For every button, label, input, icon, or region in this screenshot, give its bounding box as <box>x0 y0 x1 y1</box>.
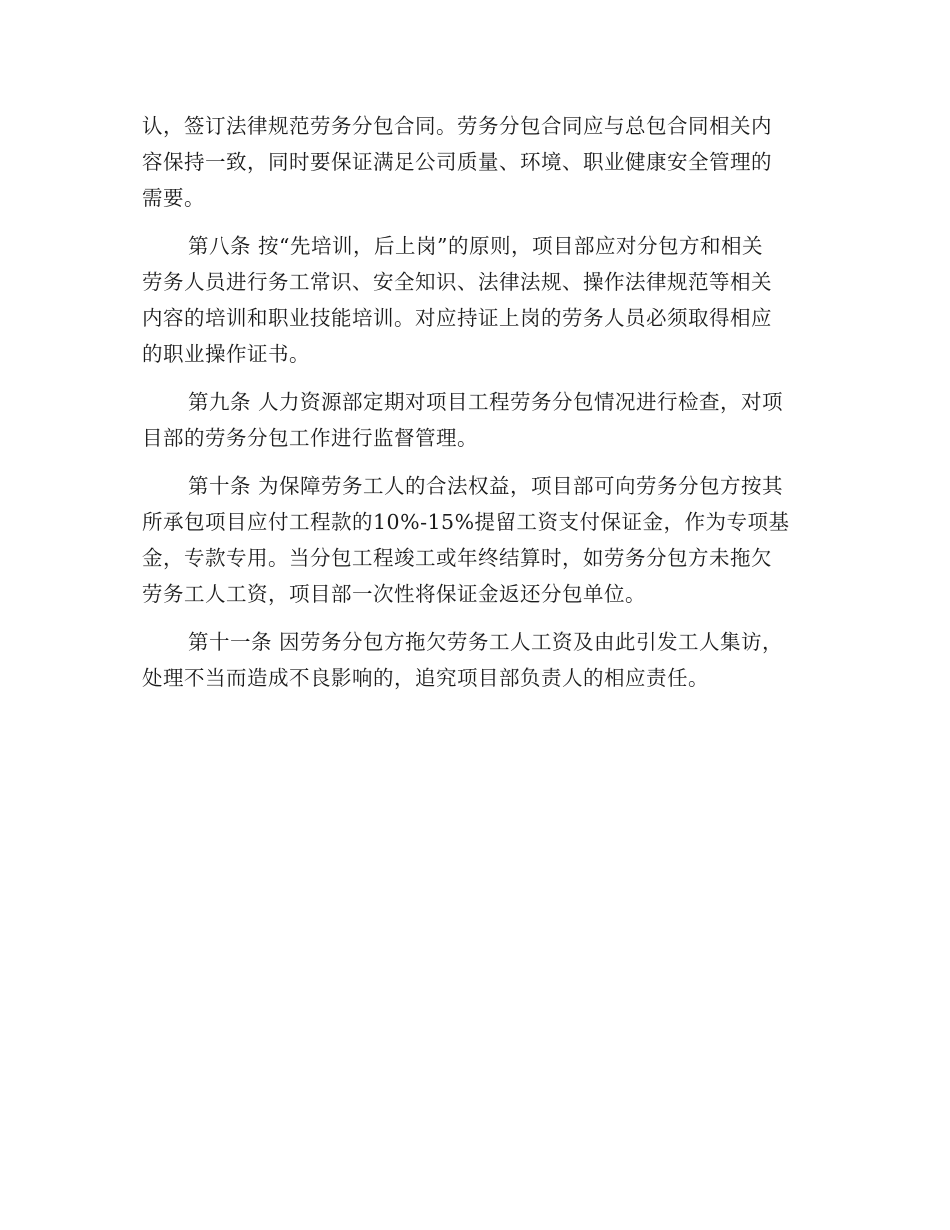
text-line: 认，签订法律规范劳务分包合同。劳务分包合同应与总包合同相关内 <box>142 114 772 138</box>
text-line: 第十一条 因劳务分包方拖欠劳务工人工资及由此引发工人集访， <box>188 630 784 654</box>
document-body <box>142 108 812 696</box>
text-line: 的职业操作证书。 <box>142 342 310 366</box>
paragraph-continuation <box>142 108 812 216</box>
text-line: 劳务工人工资，项目部一次性将保证金返还分包单位。 <box>142 582 646 606</box>
text-line: 处理不当而造成不良影响的，追究项目部负责人的相应责任。 <box>142 666 709 690</box>
text-line: 第十条 为保障劳务工人的合法权益，项目部可向劳务分包方按其 <box>188 474 784 498</box>
paragraph-article-10 <box>142 468 812 612</box>
text-line: 需要。 <box>142 186 205 210</box>
text-line: 劳务人员进行务工常识、安全知识、法律法规、操作法律规范等相关 <box>142 270 772 294</box>
text-line: 金，专款专用。当分包工程竣工或年终结算时，如劳务分包方未拖欠 <box>142 546 772 570</box>
text-line: 第八条 按“先培训，后上岗”的原则，项目部应对分包方和相关 <box>188 234 763 258</box>
paragraph-article-8 <box>142 228 812 372</box>
text-line: 所承包项目应付工程款的10%-15%提留工资支付保证金，作为专项基 <box>142 510 790 534</box>
text-line: 容保持一致，同时要保证满足公司质量、环境、职业健康安全管理的 <box>142 150 772 174</box>
text-line: 内容的培训和职业技能培训。对应持证上岗的劳务人员必须取得相应 <box>142 306 772 330</box>
text-line: 目部的劳务分包工作进行监督管理。 <box>142 426 478 450</box>
text-line: 第九条 人力资源部定期对项目工程劳务分包情况进行检查，对项 <box>188 390 784 414</box>
paragraph-article-11 <box>142 624 812 696</box>
paragraph-article-9 <box>142 384 812 456</box>
